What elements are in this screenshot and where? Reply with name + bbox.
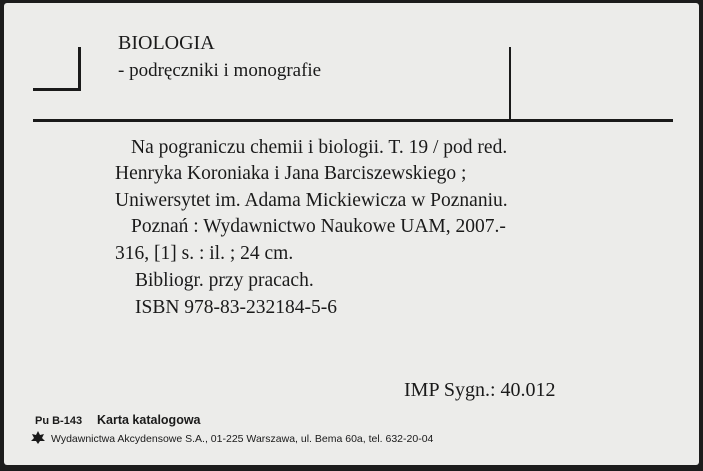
call-number: IMP Sygn.: 40.012 [404,379,556,401]
catalog-card [4,3,699,465]
corner-mark-vertical [78,47,81,91]
subject-subheading: - podręczniki i monografie [118,60,322,81]
form-code: Pu B-143 [35,415,83,427]
description-line: Poznań : Wydawnictwo Naukowe UAM, 2007.- [131,216,506,237]
publisher-logo-icon [31,431,45,444]
header-divider [509,47,511,121]
description-line: 316, [1] s. : il. ; 24 cm. [115,243,294,264]
publisher-line: Wydawnictwa Akcydensowe S.A., 01-225 Warszawa, ul. Bema 60a, tel. 632-20-04 [51,433,434,445]
corner-mark-horizontal [33,88,81,91]
description-line: Na pograniczu chemii i biologii. T. 19 / pod red. [131,137,508,158]
form-title: Karta katalogowa [97,413,201,427]
description-line: Bibliogr. przy pracach. [135,270,314,291]
header-rule [33,119,673,122]
isbn-line: ISBN 978-83-232184-5-6 [135,297,338,318]
description-line: Uniwersytet im. Adama Mickiewicza w Poznaniu. [115,190,508,211]
description-line: Henryka Koroniaka i Jana Barciszewskiego ; [115,163,467,184]
subject-heading: BIOLOGIA [118,32,215,54]
